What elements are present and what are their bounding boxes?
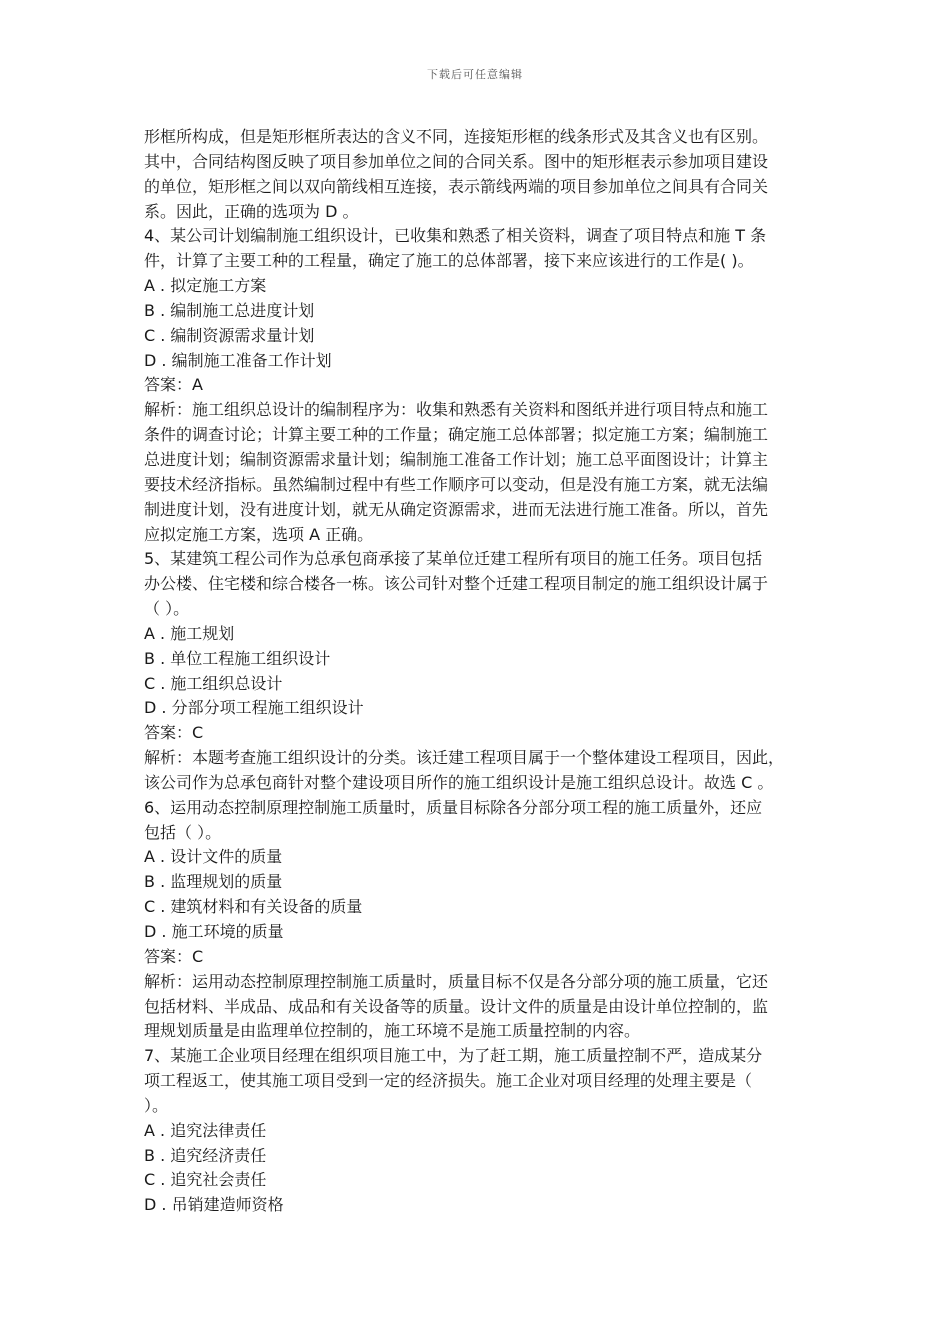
text-line: C . 建筑材料和有关设备的质量 bbox=[144, 897, 363, 917]
document-body bbox=[144, 125, 806, 1218]
text-line: B . 单位工程施工组织设计 bbox=[144, 648, 331, 668]
text-line: 包括（ ）。 bbox=[144, 822, 222, 842]
text-line: 7、某施工企业项目经理在组织项目施工中，为了赶工期，施工质量控制不严，造成某分 bbox=[144, 1046, 763, 1066]
text-line: 项工程返工，使其施工项目受到一定的经济损失。施工企业对项目经理的处理主要是（ bbox=[144, 1071, 753, 1091]
text-line: 应拟定施工方案，选项 A 正确。 bbox=[144, 524, 374, 544]
text-line: 系。因此，正确的选项为 D 。 bbox=[144, 201, 359, 221]
text-line: 答案：A bbox=[144, 375, 203, 395]
text-line: 要技术经济指标。虽然编制过程中有些工作顺序可以变动，但是没有施工方案，就无法编 bbox=[144, 474, 769, 494]
text-line: C . 追究社会责任 bbox=[144, 1170, 267, 1190]
text-line: 总进度计划；编制资源需求量计划；编制施工准备工作计划；施工总平面图设计；计算主 bbox=[144, 449, 769, 469]
text-line: 包括材料、半成品、成品和有关设备等的质量。设计文件的质量是由设计单位控制的，监 bbox=[144, 996, 769, 1016]
text-line: B . 编制施工总进度计划 bbox=[144, 300, 315, 320]
text-line: 该公司作为总承包商针对整个建设项目所作的施工组织设计是施工组织总设计。故选 C 。 bbox=[144, 772, 774, 792]
text-line: 条件的调查讨论；计算主要工种的工作量；确定施工总体部署；拟定施工方案；编制施工 bbox=[144, 425, 769, 445]
text-line: C . 编制资源需求量计划 bbox=[144, 325, 315, 345]
text-line: 解析：施工组织总设计的编制程序为：收集和熟悉有关资料和图纸并进行项目特点和施工 bbox=[144, 400, 769, 420]
text-line: 答案：C bbox=[144, 723, 204, 743]
text-line: C . 施工组织总设计 bbox=[144, 673, 283, 693]
text-line: 解析：本题考查施工组织设计的分类。该迁建工程项目属于一个整体建设工程项目，因此， bbox=[144, 748, 785, 768]
text-line: 4、某公司计划编制施工组织设计，已收集和熟悉了相关资料，调查了项目特点和施 T 条 bbox=[144, 226, 767, 246]
text-line: 理规划质量是由监理单位控制的，施工环境不是施工质量控制的内容。 bbox=[144, 1021, 641, 1041]
text-line: 形框所构成，但是矩形框所表达的含义不同，连接矩形框的线条形式及其含义也有区别。 bbox=[144, 127, 769, 146]
text-line: A . 追究法律责任 bbox=[144, 1120, 267, 1140]
text-line: D . 编制施工准备工作计划 bbox=[144, 350, 332, 370]
text-line: 解析：运用动态控制原理控制施工质量时，质量目标不仅是各分部分项的施工质量，它还 bbox=[144, 971, 769, 991]
text-line: 件，计算了主要工种的工程量，确定了施工的总体部署，接下来应该进行的工作是( )。 bbox=[144, 251, 754, 271]
text-line: ）。 bbox=[144, 1095, 169, 1115]
text-line: A . 设计文件的质量 bbox=[144, 847, 283, 867]
text-line: 其中，合同结构图反映了项目参加单位之间的合同关系。图中的矩形框表示参加项目建设 bbox=[144, 151, 769, 171]
text-line: B . 追究经济责任 bbox=[144, 1145, 267, 1165]
text-line: A . 施工规划 bbox=[144, 623, 235, 643]
text-line: D . 分部分项工程施工组织设计 bbox=[144, 698, 364, 718]
text-line: 办公楼、住宅楼和综合楼各一栋。该公司针对整个迁建工程项目制定的施工组织设计属于 bbox=[144, 574, 769, 594]
page-header: 下载后可任意编辑 bbox=[427, 68, 523, 81]
text-line: B . 监理规划的质量 bbox=[144, 872, 283, 892]
text-line: A . 拟定施工方案 bbox=[144, 276, 267, 296]
text-line: 的单位，矩形框之间以双向箭线相互连接，表示箭线两端的项目参加单位之间具有合同关 bbox=[144, 176, 769, 196]
text-line: （ ）。 bbox=[144, 599, 190, 619]
text-line: 答案：C bbox=[144, 946, 204, 966]
text-line: 制进度计划，没有进度计划，就无从确定资源需求，进而无法进行施工准备。所以，首先 bbox=[144, 499, 769, 519]
text-line: D . 施工环境的质量 bbox=[144, 922, 284, 941]
text-line: D . 吊销建造师资格 bbox=[144, 1195, 284, 1215]
text-line: 5、某建筑工程公司作为总承包商承接了某单位迁建工程所有项目的施工任务。项目包括 bbox=[144, 549, 763, 569]
text-line: 6、运用动态控制原理控制施工质量时，质量目标除各分部分项工程的施工质量外，还应 bbox=[144, 797, 763, 817]
